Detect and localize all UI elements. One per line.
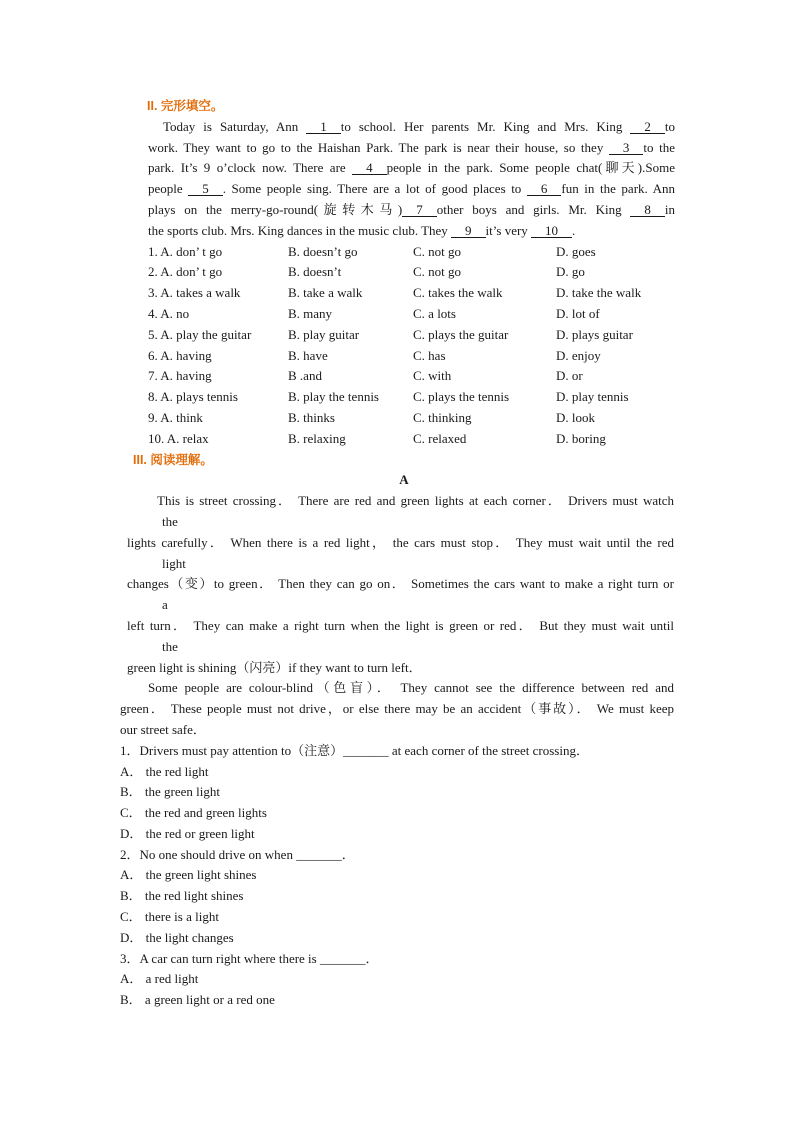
- option-c: C. relaxed: [413, 430, 467, 446]
- option-row: [148, 366, 708, 387]
- reading-line: the: [162, 513, 178, 529]
- passage-text: plays on the merry-go-round(旋转木马): [148, 201, 403, 217]
- question-choice: A． a red light: [120, 971, 199, 987]
- option-row: [148, 242, 708, 263]
- option-a: A. don’ t go: [160, 264, 223, 280]
- passage-text: in: [664, 201, 676, 217]
- option-b: B. play the tennis: [288, 389, 379, 405]
- cloze-passage-line: [148, 179, 675, 200]
- passage-text: to: [664, 118, 676, 134]
- question-choice: C． there is a light: [120, 909, 219, 925]
- option-c: C. takes the walk: [413, 285, 503, 301]
- option-c: C. a lots: [413, 305, 456, 321]
- option-b: B. doesn’t: [288, 264, 342, 280]
- option-b: B. relaxing: [288, 430, 346, 446]
- option-b: B. play guitar: [288, 326, 360, 342]
- option-c: C. not go: [413, 243, 462, 259]
- question-number: 5.: [148, 326, 158, 342]
- option-c: C. has: [413, 347, 446, 363]
- question-number: 1.: [148, 243, 158, 259]
- blank-1: 1: [306, 121, 341, 134]
- option-a: A. relax: [166, 430, 209, 446]
- option-d: D. look: [556, 409, 595, 425]
- question-choice: B． the green light: [120, 784, 221, 800]
- option-d: D. boring: [556, 430, 606, 446]
- option-d: D. plays guitar: [556, 326, 633, 342]
- option-b: B. thinks: [288, 409, 335, 425]
- option-a: A. don’ t go: [160, 243, 223, 259]
- reading-line: lights carefully． When there is a red light， the cars must stop． They must wait until the red: [127, 534, 675, 550]
- option-row: [148, 283, 708, 304]
- question-choice: C． the red and green lights: [120, 805, 267, 821]
- question-number: 4.: [148, 305, 158, 321]
- option-c: C. not go: [413, 264, 462, 280]
- blank-5: 5: [188, 183, 223, 196]
- question-choice: A． the red light: [120, 763, 209, 779]
- option-a: A. having: [160, 368, 212, 384]
- option-a: A. having: [160, 347, 212, 363]
- reading-line: This is street crossing． There are red and green lights at each corner． Drivers must watch: [157, 493, 674, 509]
- cloze-heading: II. 完形填空。: [147, 99, 224, 113]
- passage-text: Today is Saturday, Ann: [163, 118, 307, 134]
- option-d: D. goes: [556, 243, 596, 259]
- option-c: C. thinking: [413, 409, 472, 425]
- option-row: [148, 262, 708, 283]
- question-stem: 3．A car can turn right where there is _______．: [120, 950, 379, 966]
- option-c: C. plays the guitar: [413, 326, 509, 342]
- option-a: A. think: [160, 409, 203, 425]
- passage-text: people: [148, 181, 189, 197]
- option-row: [148, 346, 708, 367]
- passage-label: A: [399, 472, 409, 488]
- option-d: D. take the walk: [556, 285, 642, 301]
- reading-line: green light is shining（闪亮）if they want to turn left．: [127, 659, 422, 675]
- question-choice: B． the red light shines: [120, 888, 244, 904]
- reading-line: green． These people must not drive，or else there may be an accident（事故）． We must keep: [120, 701, 674, 717]
- option-c: C. plays the tennis: [413, 389, 510, 405]
- passage-text: to school. Her parents Mr. King and Mrs. King: [340, 118, 631, 134]
- reading-line: Some people are colour-blind（色盲）． They cannot see the difference between red and: [148, 680, 674, 696]
- reading-heading: III. 阅读理解。: [133, 452, 213, 467]
- question-number: 3.: [148, 285, 158, 301]
- question-choice: A． the green light shines: [120, 867, 257, 883]
- passage-text: people in the park. Some people chat(聊天).Some: [386, 160, 676, 176]
- option-b: B .and: [288, 368, 322, 384]
- option-row: [148, 325, 708, 346]
- question-number: 2.: [148, 264, 158, 280]
- option-d: D. play tennis: [556, 389, 629, 405]
- question-number: 9.: [148, 409, 158, 425]
- blank-7: 7: [402, 204, 437, 217]
- question-number: 6.: [148, 347, 158, 363]
- question-choice: B． a green light or a red one: [120, 992, 275, 1008]
- option-a: A. takes a walk: [160, 285, 241, 301]
- cloze-passage-line: [148, 200, 675, 221]
- cloze-passage-line: [148, 221, 794, 242]
- reading-line: the: [162, 638, 178, 654]
- option-d: D. lot of: [556, 305, 600, 321]
- cloze-passage-line: [148, 158, 675, 179]
- passage-text: . Some people sing. There are a lot of good places to: [222, 181, 527, 197]
- blank-4: 4: [352, 162, 387, 175]
- reading-line: a: [162, 597, 168, 613]
- blank-8: 8: [630, 204, 665, 217]
- blank-3: 3: [609, 142, 644, 155]
- question-stem: 2．No one should drive on when _______．: [120, 846, 355, 862]
- option-a: A. play the guitar: [160, 326, 252, 342]
- option-b: B. have: [288, 347, 328, 363]
- option-a: A. plays tennis: [160, 389, 238, 405]
- option-row: [148, 387, 708, 408]
- blank-6: 6: [527, 183, 562, 196]
- passage-text: work. They want to go to the Haishan Park. The park is near their house, so they: [148, 139, 609, 155]
- option-b: B. many: [288, 305, 333, 321]
- option-d: D. go: [556, 264, 585, 280]
- passage-text: fun in the park. Ann: [561, 181, 676, 197]
- blank-2: 2: [630, 121, 665, 134]
- option-a: A. no: [160, 305, 190, 321]
- question-number: 7.: [148, 368, 158, 384]
- option-row: [148, 429, 708, 450]
- passage-text: the sports club. Mrs. King dances in the music club. They: [148, 222, 452, 238]
- option-c: C. with: [413, 368, 452, 384]
- question-number: 8.: [148, 389, 158, 405]
- option-b: B. doesn’t go: [288, 243, 358, 259]
- blank-9: 9: [451, 225, 486, 238]
- question-number: 10.: [148, 430, 165, 446]
- option-d: D. enjoy: [556, 347, 601, 363]
- reading-line: left turn． They can make a right turn when the light is green or red． But they must wait until: [127, 617, 674, 633]
- cloze-passage-line: [148, 138, 675, 159]
- option-row: [148, 304, 708, 325]
- option-row: [148, 408, 708, 429]
- passage-text: .: [572, 222, 576, 238]
- reading-line: changes（变）to green． Then they can go on． Sometimes the cars want to make a right turn or: [127, 576, 674, 592]
- blank-10: 10: [531, 225, 572, 238]
- cloze-passage-line: [163, 117, 675, 138]
- reading-line: our street safe．: [120, 721, 206, 737]
- passage-text: park. It’s 9 o’clock now. There are: [148, 160, 353, 176]
- option-b: B. take a walk: [288, 285, 363, 301]
- option-d: D. or: [556, 368, 583, 384]
- question-choice: D． the light changes: [120, 929, 234, 945]
- question-choice: D． the red or green light: [120, 825, 255, 841]
- passage-text: it’s very: [485, 222, 532, 238]
- exam-page: [0, 96, 794, 1011]
- question-stem: 1．Drivers must pay attention to（注意）_______ at each corner of the street crossing．: [120, 742, 589, 758]
- reading-line: light: [162, 555, 186, 571]
- passage-text: to the: [643, 139, 675, 155]
- passage-text: other boys and girls. Mr. King: [436, 201, 631, 217]
